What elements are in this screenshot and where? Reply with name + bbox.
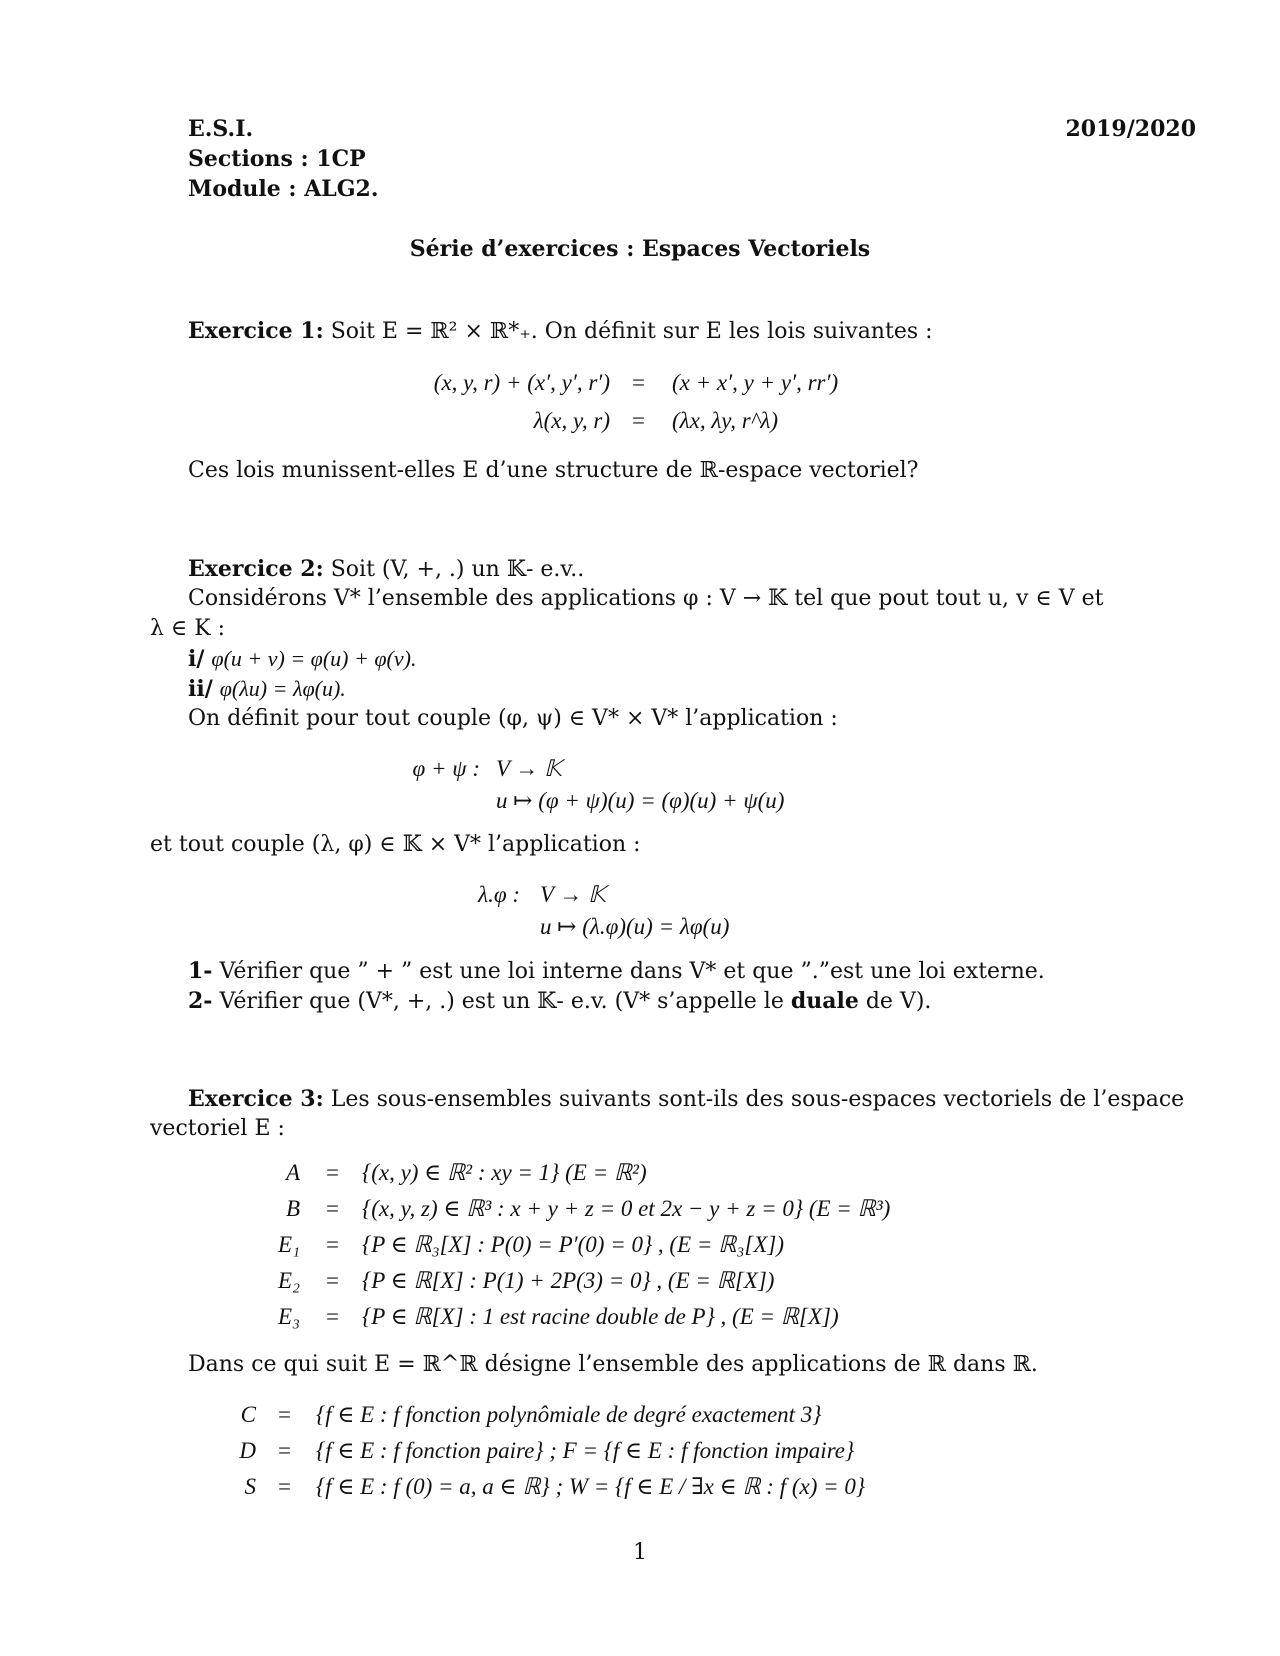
page-title: Série d’exercices : Espaces Vectoriels: [409, 236, 871, 262]
ex2-map2-bottom: u ↦ (λ.φ)(u) = λφ(u): [540, 914, 730, 939]
ex3-fset-def: {f ∈ E : f (0) = a, a ∈ ℝ} ; W = {f ∈ E / ∃x ∈ ℝ : f (x) = 0}: [316, 1474, 866, 1499]
ex2-q2-bold: duale: [790, 988, 859, 1014]
ex1-eq2-sign: =: [632, 408, 645, 433]
ex3-fset-name: S: [244, 1474, 256, 1499]
ex2-map1-top: V → 𝕂: [496, 756, 562, 781]
ex2-ii-label: ii/: [188, 676, 213, 702]
ex2-intro: Soit (V, +, .) un 𝕂- e.v..: [330, 557, 585, 582]
ex2-q2-label: 2-: [188, 988, 213, 1014]
ex2-line3: On définit pour tout couple (φ, ψ) ∈ V* × V* l’application :: [188, 706, 838, 731]
ex3-set-name: E₃: [277, 1304, 300, 1329]
ex3-fset-eq: =: [278, 1402, 291, 1427]
ex1-intro-line: [188, 318, 933, 344]
ex2-q1-label: 1-: [188, 958, 213, 984]
ex3-set-name: E₁: [277, 1232, 300, 1257]
ex2-map2-top: V → 𝕂: [540, 882, 606, 907]
ex3-fset-name: C: [240, 1402, 256, 1427]
ex1-intro: Soit E = ℝ² × ℝ*₊. On définit sur E les lois suivantes :: [330, 319, 933, 344]
academic-year: 2019/2020: [1065, 116, 1196, 142]
ex2-q1-text: Vérifier que ” + ” est une loi interne dans V* et que ”.”est une loi externe.: [219, 959, 1045, 984]
ex3-set-def: {P ∈ ℝ[X] : 1 est racine double de P} , (E = ℝ[X]): [362, 1304, 839, 1329]
ex1-eq1-sign: =: [632, 370, 645, 395]
ex2-heading: Exercice 2:: [188, 556, 324, 582]
ex2-i-text: φ(u + v) = φ(u) + φ(v).: [211, 646, 417, 671]
ex3-heading: Exercice 3:: [188, 1086, 324, 1112]
ex3-fset-name: D: [239, 1438, 256, 1463]
ex3-set-name: A: [285, 1160, 300, 1185]
ex3-set-def: {P ∈ ℝ[X] : P(1) + 2P(3) = 0} , (E = ℝ[X]): [362, 1268, 775, 1293]
ex3-fset-eq: =: [278, 1438, 291, 1463]
ex3-set-def: {(x, y) ∈ ℝ² : xy = 1} (E = ℝ²): [362, 1160, 647, 1185]
ex3-fset-def: {f ∈ E : f fonction polynômiale de degré exactement 3}: [316, 1402, 822, 1427]
ex3-intro-line: [188, 1086, 1184, 1112]
ex2-line1: Considérons V* l’ensemble des applications φ : V → 𝕂 tel que pout tout u, v ∈ V et: [188, 586, 1104, 611]
ex1-eq1-lhs: (x, y, r) + (x′, y′, r′): [433, 370, 610, 395]
school-name: E.S.I.: [188, 116, 254, 142]
ex3-set-def: {P ∈ ℝ₃[X] : P(0) = P′(0) = 0} , (E = ℝ₃[X]): [362, 1232, 784, 1257]
ex3-intro2: vectoriel E :: [150, 1116, 285, 1141]
ex3-set-eq: =: [326, 1196, 339, 1221]
ex2-i-label: i/: [188, 646, 205, 672]
ex3-fset-def: {f ∈ E : f fonction paire} ; F = {f ∈ E : f fonction impaire}: [316, 1438, 855, 1463]
ex2-q2-text-a: Vérifier que (V*, +, .) est un 𝕂- e.v. (V* s’appelle le: [219, 989, 784, 1014]
page-number: 1: [633, 1540, 647, 1565]
ex3-set-eq: =: [326, 1232, 339, 1257]
sections-label: Sections : 1CP: [188, 146, 366, 172]
ex1-eq1-rhs: (x + x′, y + y′, rr′): [672, 370, 839, 395]
ex1-heading: Exercice 1:: [188, 318, 324, 344]
ex2-ii-text: φ(λu) = λφ(u).: [219, 676, 346, 701]
ex3-middle-text: Dans ce qui suit E = ℝ^ℝ désigne l’ensemble des applications de ℝ dans ℝ.: [188, 1352, 1038, 1377]
ex2-intro-line: [188, 556, 584, 582]
ex2-question-2: [188, 988, 931, 1014]
ex2-line4: et tout couple (λ, φ) ∈ 𝕂 × V* l’application :: [150, 832, 641, 857]
ex2-map1-name: φ + ψ :: [412, 756, 480, 781]
module-label: Module : ALG2.: [188, 176, 379, 202]
ex3-set-eq: =: [326, 1160, 339, 1185]
ex1-question: Ces lois munissent-elles E d’une structure de ℝ-espace vectoriel?: [188, 458, 919, 483]
ex2-q2-text-b: de V).: [865, 989, 932, 1014]
ex2-map2-name: λ.φ :: [478, 882, 520, 907]
ex2-line2: λ ∈ K :: [150, 616, 226, 641]
ex3-set-eq: =: [326, 1304, 339, 1329]
ex1-eq2-lhs: λ(x, y, r): [533, 408, 610, 433]
ex1-eq2-rhs: (λx, λy, r^λ): [672, 408, 779, 433]
ex3-set-name: E₂: [277, 1268, 300, 1293]
ex2-item-ii: [188, 676, 346, 702]
ex2-map1-bottom: u ↦ (φ + ψ)(u) = (φ)(u) + ψ(u): [496, 788, 785, 813]
ex3-intro: Les sous-ensembles suivants sont-ils des sous-espaces vectoriels de l’espace: [330, 1087, 1185, 1112]
ex3-set-eq: =: [326, 1268, 339, 1293]
ex3-set-name: B: [285, 1196, 300, 1221]
ex3-fset-eq: =: [278, 1474, 291, 1499]
ex2-item-i: [188, 646, 416, 672]
ex2-question-1: [188, 958, 1045, 984]
ex3-set-def: {(x, y, z) ∈ ℝ³ : x + y + z = 0 et 2x − y + z = 0} (E = ℝ³): [362, 1196, 891, 1221]
